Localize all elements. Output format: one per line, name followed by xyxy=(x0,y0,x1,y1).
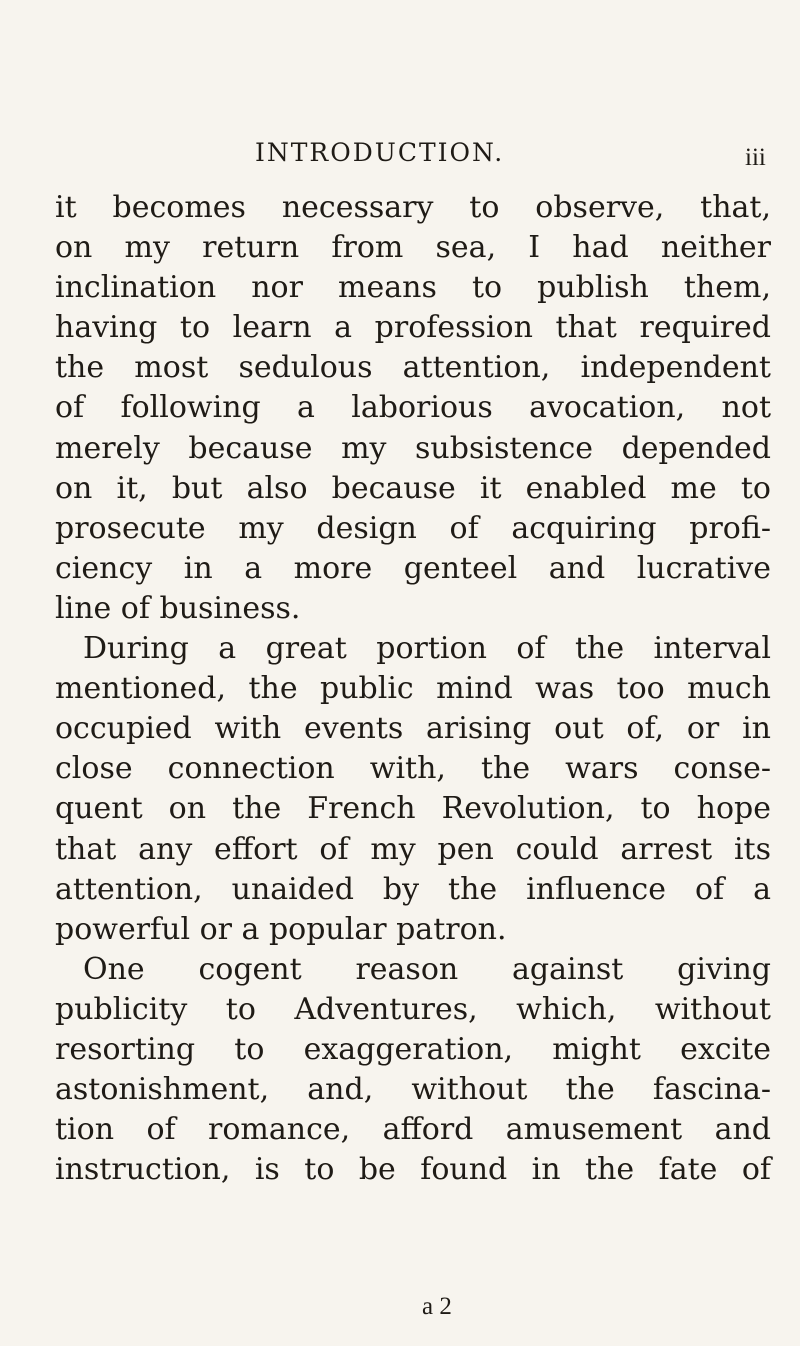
text-line: mentioned, the public mind was too much xyxy=(55,671,771,707)
text-line: quent on the French Revolution, to hope xyxy=(55,791,771,827)
text-line: on it, but also because it enabled me to xyxy=(55,470,771,506)
text-line: astonishment, and, without the fascina- xyxy=(55,1072,771,1108)
page-number: iii xyxy=(745,144,766,171)
text-line: of following a laborious avocation, not xyxy=(55,390,771,426)
text-line: resorting to exaggeration, might excite xyxy=(55,1031,771,1067)
text-line: tion of romance, afford amusement and xyxy=(55,1112,771,1148)
text-line: that any effort of my pen could arrest its xyxy=(55,831,771,867)
text-line: powerful or a popular patron. xyxy=(55,911,507,947)
text-line: prosecute my design of acquiring profi- xyxy=(55,510,771,546)
body-text xyxy=(55,188,771,1190)
text-line: the most sedulous attention, independent xyxy=(55,350,771,386)
signature-mark: a 2 xyxy=(422,1293,452,1320)
text-line: it becomes necessary to observe, that, xyxy=(55,190,771,225)
paragraph-start-line: One cogent reason against giving xyxy=(83,951,771,987)
text-line: line of business. xyxy=(55,590,301,626)
text-line: ciency in a more genteel and lucrative xyxy=(55,550,771,586)
text-line: merely because my subsistence depended xyxy=(55,430,771,466)
text-line: instruction, is to be found in the fate of xyxy=(55,1152,771,1188)
text-line: attention, unaided by the influence of a xyxy=(55,871,771,907)
text-line: occupied with events arising out of, or in xyxy=(55,711,771,747)
text-line: inclination nor means to publish them, xyxy=(55,270,771,306)
text-line: close connection with, the wars conse- xyxy=(55,751,771,787)
text-line: publicity to Adventures, which, without xyxy=(55,991,771,1027)
text-line: having to learn a profession that required xyxy=(55,310,771,346)
paragraph-start-line: During a great portion of the interval xyxy=(83,631,771,667)
running-title: INTRODUCTION. xyxy=(255,138,505,167)
text-line: on my return from sea, I had neither xyxy=(55,230,771,266)
